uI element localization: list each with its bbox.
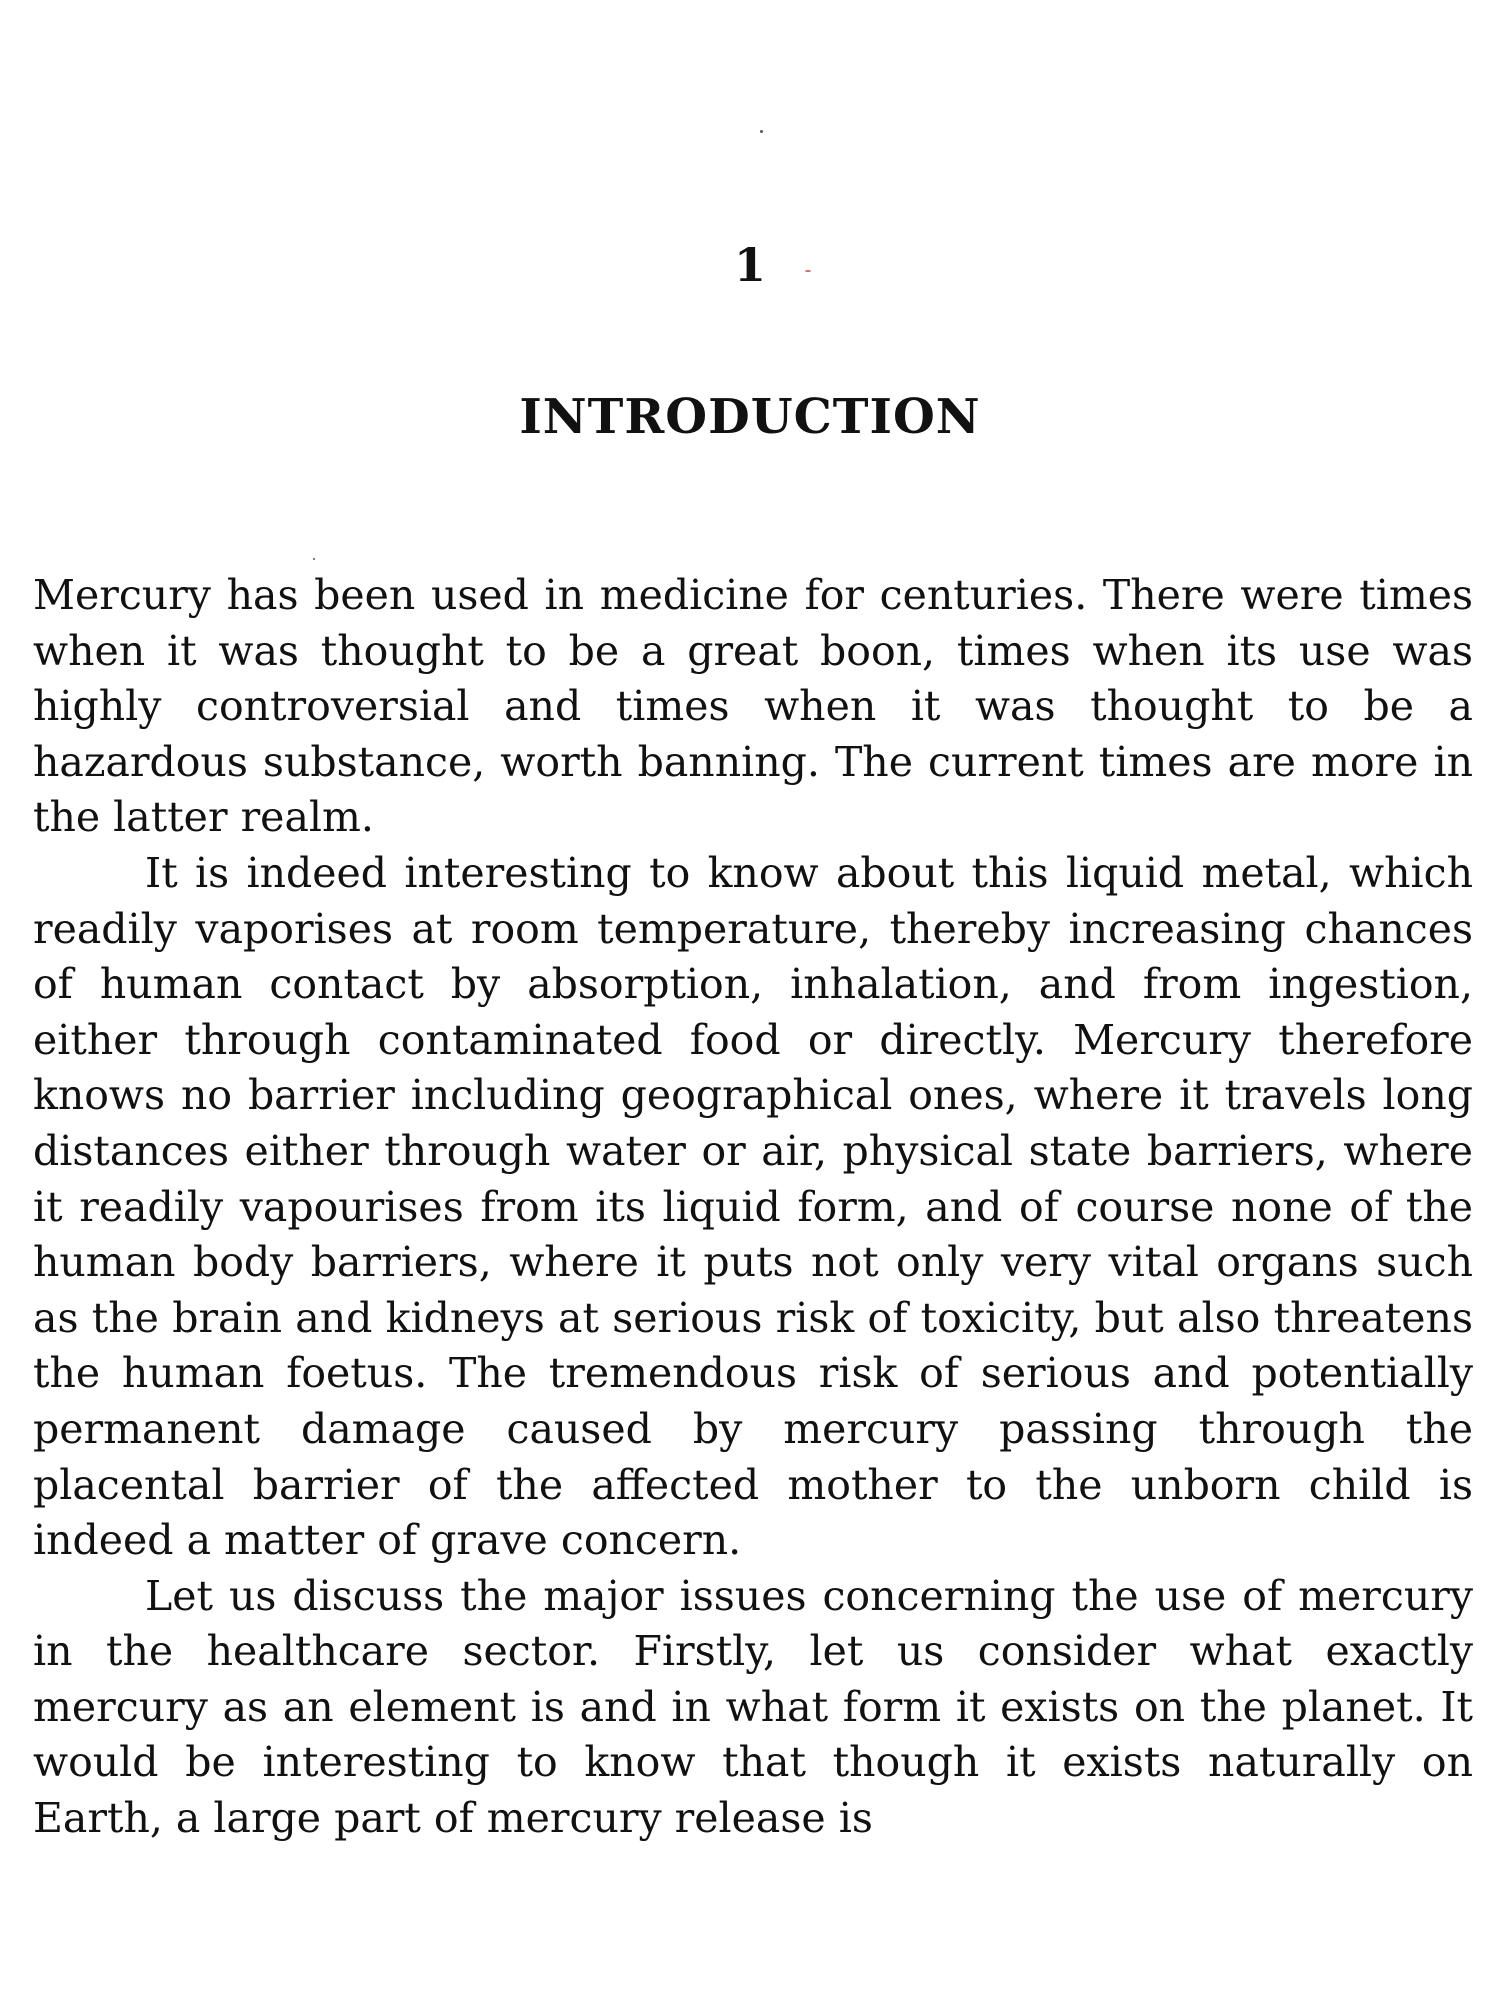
chapter-number: 1 — [733, 238, 766, 292]
chapter-body — [33, 568, 1473, 1847]
paragraph-3: Let us discuss the major issues concerning the use of mercury in the healthcare sector. Firstly, let us consider what exactly mercury as an element is and in what form it exists on the planet. It would be interesting to know that though it exists naturally on Earth, a large part of mercury release is — [33, 1571, 1473, 1843]
scan-speck — [760, 130, 763, 133]
paragraph-1: Mercury has been used in medicine for centuries. There were times when it was thought to be a great boon, times when its use was highly controversial and times when it was thought to be a hazardous substance, worth banning. The current times are more in the latter realm. — [33, 571, 1473, 842]
scan-speck — [313, 558, 315, 560]
paragraph-2: It is indeed interesting to know about this liquid metal, which readily vaporises at room temperature, thereby increasing chances of human contact by absorption, inhalation, and from ingestion, either through contaminated food or directly. Mercury therefore knows no barrier including geographical ones, where it travels long distances either through water or air, physical state barriers, where it readily vapourises from its liquid form, and of course none of the human body barriers, where it puts not only very vital organs such as the brain and kidneys at serious risk of toxicity, but also threatens the human foetus. The tremendous risk of serious and potentially permanent damage caused by mercury passing through the placental barrier of the affected mother to the unborn child is indeed a matter of grave concern. — [33, 848, 1473, 1565]
chapter-title: INTRODUCTION — [519, 389, 981, 445]
